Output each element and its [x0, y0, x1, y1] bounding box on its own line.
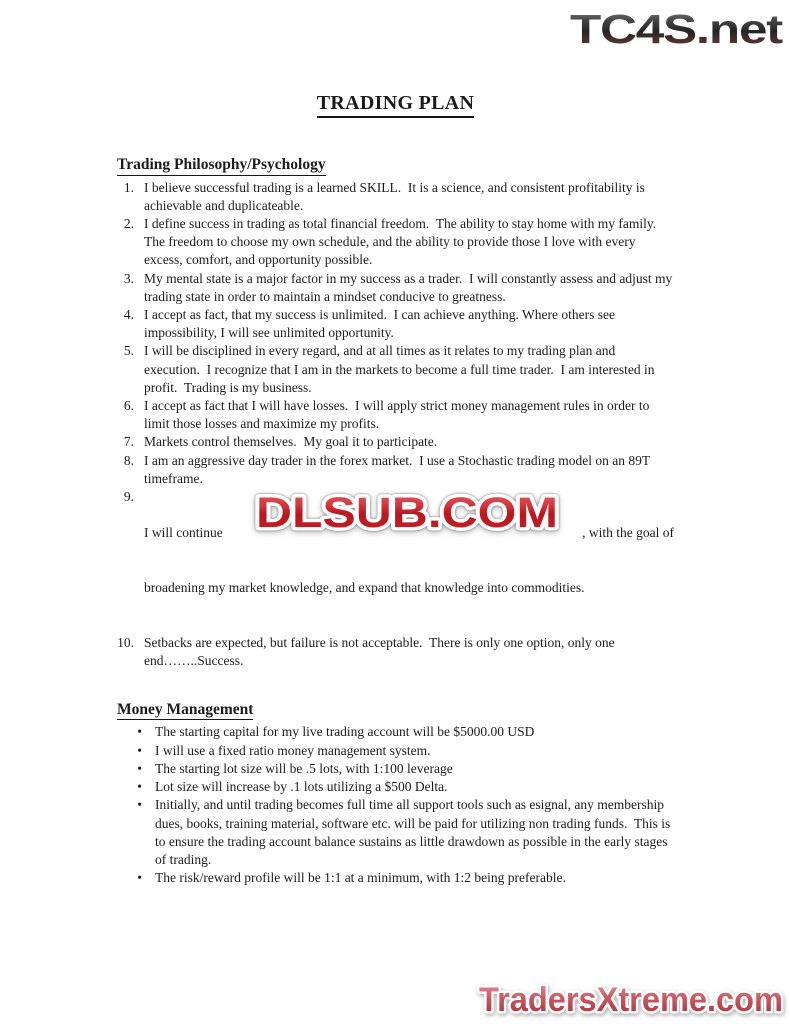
bullet-text: Initially, and until trading becomes full time all support tools such as esignal, any membership dues, books, training material, software etc. will be paid for utilizing non trading funds. This is to ensure the trading account balance sustains as little drawdown as possible in the early stages of trading. — [155, 797, 674, 867]
bullet-text: Lot size will increase by .1 lots utilizing a $500 Delta. — [155, 779, 448, 795]
bullet-text: The starting lot size will be .5 lots, with 1:100 leverage — [155, 760, 453, 776]
list-item — [104, 270, 791, 306]
item-text: I will be disciplined in every regard, and at all times as it relates to my trading plan and execution. I recognize that I am in the markets to become a full time trader. I am interested in profit. Trading is my business. — [144, 343, 658, 395]
item-text-end: , with the goal of — [582, 525, 674, 541]
bullet-text: I will use a fixed ratio money management system. — [155, 742, 431, 758]
item-number: 1. — [123, 179, 134, 195]
section-heading-money: Money Management — [117, 700, 253, 721]
item-text-start: I will continue — [144, 525, 223, 541]
list-item — [104, 306, 791, 342]
item-number: 9. — [123, 488, 134, 504]
tc4s-logo — [552, 2, 787, 54]
bullet-item — [104, 760, 791, 778]
item-text: I define success in trading as total financial freedom. The ability to stay home with my family. The freedom to choose my own schedule, and the ability to provide those I love with every excess, comfort, and opportunity possible. — [144, 215, 663, 268]
list-item — [104, 215, 791, 270]
item-number: 2. — [123, 215, 134, 231]
tradersxtreme-logo-text: TradersXtreme.com — [479, 981, 783, 1019]
dlsub-watermark-text: DLSUB.COM — [256, 489, 558, 537]
item-text: My mental state is a major factor in my success as a trader. I will constantly assess and adjust my trading state in order to maintain a mindset conducive to greatness. — [144, 270, 676, 304]
section-heading-philosophy: Trading Philosophy/Psychology — [117, 155, 326, 176]
item-number: 8. — [123, 452, 134, 468]
list-item — [104, 397, 791, 433]
item-text: Setbacks are expected, but failure is not acceptable. There is only one option, only one end……..Success. — [144, 634, 618, 668]
item-number: 7. — [123, 434, 134, 450]
tc4s-logo-text: TC4S.net — [570, 6, 784, 52]
bullet-icon: • — [137, 742, 142, 758]
bullet-icon: • — [137, 760, 142, 776]
bullet-text: The starting capital for my live trading account will be $5000.00 USD — [155, 724, 535, 740]
item-number: 5. — [123, 343, 134, 359]
item-text: I believe successful trading is a learned SKILL. It is a science, and consistent profitability is achievable and duplicateable. — [144, 179, 649, 213]
philosophy-list — [104, 179, 791, 670]
item-text: Markets control themselves. My goal it to participate. — [144, 434, 438, 450]
list-item — [104, 634, 791, 670]
item-number: 3. — [123, 270, 134, 286]
bullet-item — [104, 742, 791, 760]
item-text-line2: broadening my market knowledge, and expand that knowledge into commodities. — [144, 579, 585, 595]
bullet-icon: • — [137, 797, 142, 813]
item-number: 4. — [123, 306, 134, 322]
money-list — [104, 723, 791, 887]
list-item — [104, 433, 791, 451]
item-text: I accept as fact that I will have losses. I will apply strict money management rules in order to limit those losses and maximize my profits. — [144, 397, 653, 432]
bullet-icon: • — [137, 724, 142, 740]
bullet-item — [104, 723, 791, 741]
bullet-item — [104, 796, 791, 869]
list-item — [104, 179, 791, 215]
item-text: I accept as fact, that my success is unlimited. I can achieve anything. Where others see impossibility, I will see unlimited opportunity. — [144, 306, 619, 341]
item-number: 10. — [117, 634, 134, 650]
list-item — [104, 342, 791, 397]
bullet-text: The risk/reward profile will be 1:1 at a minimum, with 1:2 being preferable. — [155, 870, 566, 886]
bullet-item — [104, 778, 791, 796]
page-title: TRADING PLAN — [317, 92, 475, 118]
item-number: 6. — [123, 397, 134, 413]
item-text — [144, 488, 674, 634]
list-item — [104, 452, 791, 488]
tradersxtreme-logo — [472, 976, 790, 1022]
bullet-item — [104, 869, 791, 887]
obscured-text-region — [223, 524, 582, 542]
list-item-obscured — [104, 488, 791, 634]
item-text: I am an aggressive day trader in the forex market. I use a Stochastic trading model on an 89T timeframe. — [144, 452, 654, 486]
bullet-icon: • — [137, 870, 142, 886]
bullet-icon: • — [137, 779, 142, 795]
